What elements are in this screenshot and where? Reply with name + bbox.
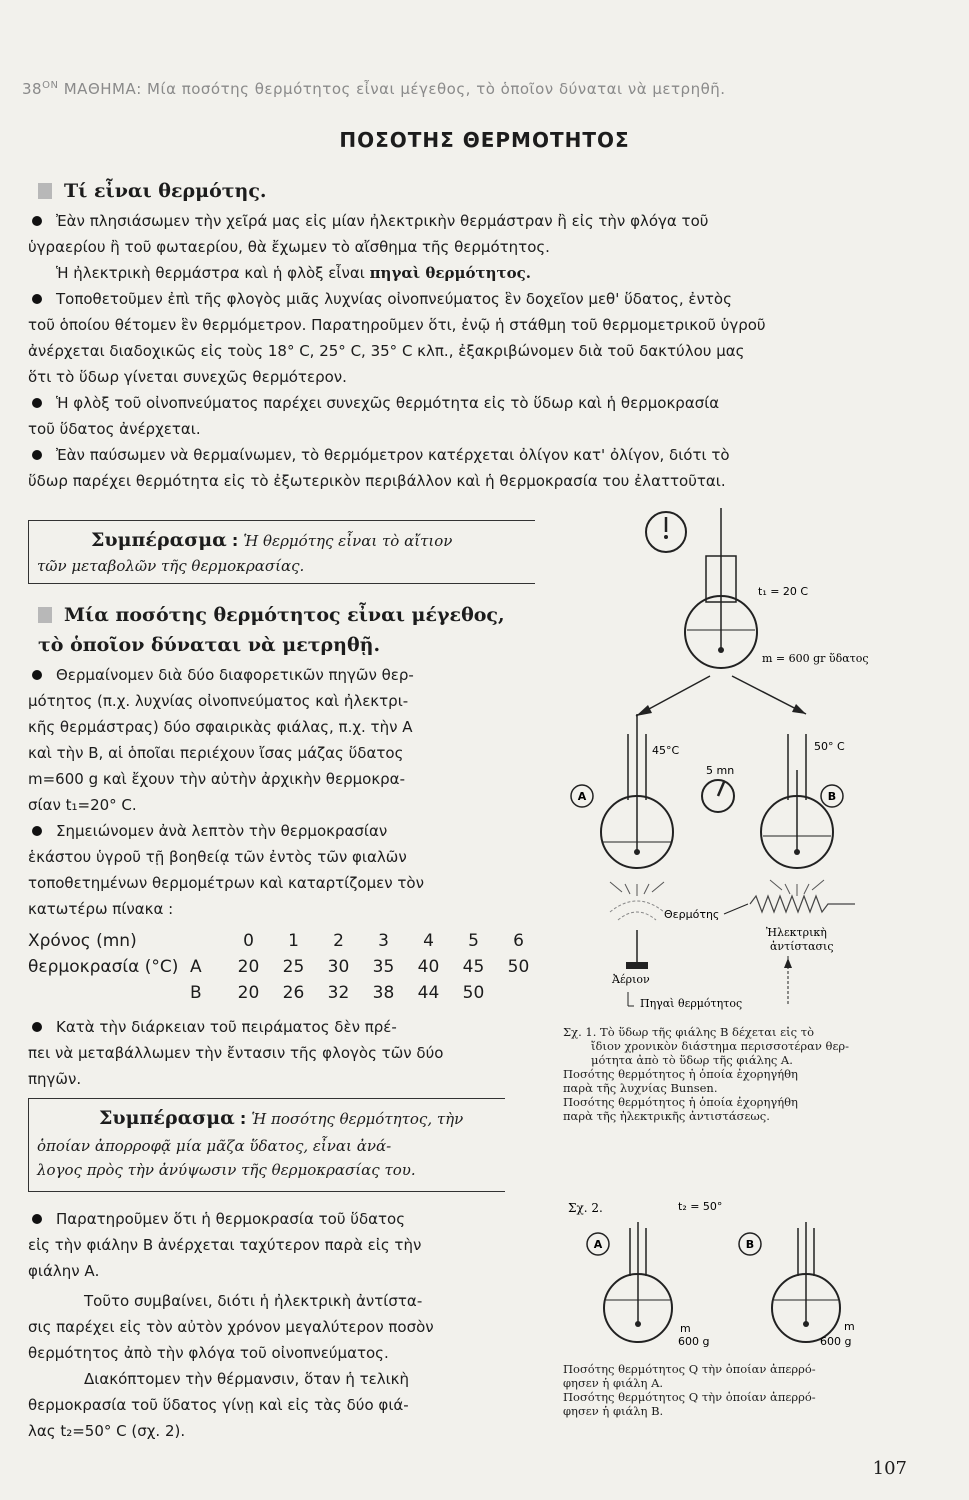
label-b-icon bbox=[821, 785, 843, 807]
bullet-icon bbox=[32, 450, 42, 460]
bullet-icon bbox=[32, 294, 42, 304]
fig2-mass-b-label: m bbox=[844, 1320, 855, 1333]
flask-b-icon bbox=[772, 1222, 840, 1342]
label-a-icon bbox=[571, 785, 593, 807]
fig1-tA-label: 45°C bbox=[652, 744, 680, 757]
figure-2-caption: Ποσότης θερμότητος Q τὴν ὁποίαν ἀπερρό- φησεν ἡ φιάλη Α. Ποσότης θερμότητος Q τὴν ὁποίαν ἀπερρό- φησεν ἡ φιάλη Β. bbox=[563, 1362, 816, 1418]
clock-icon bbox=[702, 780, 734, 812]
section1-body: Ἐὰν πλησιάσωμεν τὴν χεῖρά μας εἰς μίαν ἠλεκτρικὴν θερμάστραν ἢ εἰς τὴν φλόγα τοῦ ὑγραερίου ἢ τοῦ φωταερίου, θὰ ἔχωμεν τὸ αἴσθημα τῆς θερμότητος. Ἡ ἠλεκτρικὴ θερμάστρα καὶ ἡ φλὸξ εἶναι πηγαὶ θερμότητος. Τοποθετοῦμεν ἐπὶ τῆς φλογὸς μιᾶς λυχνίας οἰνοπνεύματος ἓν δοχεῖον μεθ' ὕδατος, ἐντὸς τοῦ ὁποίου θέτομεν ἓν θερμόμετρον. Παρατηροῦμεν ὅτι, ἐνῷ ἡ στάθμη τοῦ θερμομετρικοῦ ὑγροῦ ἀνέρχεται διαδοχικῶς εἰς τοὺς 18° C, 25° C, 35° C κλπ., ἐξακριβώνομεν διὰ τοῦ δακτύλου μας ὅτι τὸ ὕδωρ γίνεται συνεχῶς θερμότερον. Ἡ φλὸξ τοῦ οἰνοπνεύματος παρέχει συνεχῶς θερμότητα εἰς τὸ ὕδωρ καὶ ἡ θερμοκρασία τοῦ ὕδατος ἀνέρχεται. Ἐὰν παύσωμεν νὰ θερμαίνωμεν, τὸ θερμόμετρον κατέρχεται ὀλίγον κατ' ὀλίγον, διότι τὸ ὕδωρ παρέχει θερμότητα εἰς τὸ ἐξωτερικὸν περιβάλλον καὶ ἡ θερμοκρασία του ἐλαττοῦται. bbox=[28, 212, 766, 490]
fig1-resistor-label-2: ἀντίστασις bbox=[770, 940, 834, 953]
bullet-icon bbox=[32, 670, 42, 680]
label-a-icon bbox=[587, 1233, 609, 1255]
bullet-icon bbox=[32, 1022, 42, 1032]
heat-arrows-icon bbox=[610, 880, 824, 896]
fig1-gas-label: Ἀέριον bbox=[612, 973, 650, 986]
svg-text:B: B bbox=[745, 1238, 755, 1251]
flask-a-icon bbox=[601, 714, 673, 868]
label-b-icon bbox=[739, 1233, 761, 1255]
section-heading-2: Μία ποσότης θερμότητος εἶναι μέγεθος, τὸ ὁποῖον δύναται νὰ μετρηθῇ. bbox=[38, 604, 505, 656]
bullet-icon bbox=[32, 826, 42, 836]
fig1-time-label: 5 mn bbox=[706, 764, 735, 777]
resistor-icon bbox=[750, 896, 855, 912]
fig2-t2-label: t₂ = 50° bbox=[678, 1200, 723, 1213]
conclusion-box-2: Συμπέρασμα : Ἡ ποσότης θερμότητος, τὴν ὁποίαν ἀπορροφᾷ μία μᾶζα ὕδατος, εἶναι ἀνά- λογος πρὸς τὴν ἀνύψωσιν τῆς θερμοκρασίας του. bbox=[28, 1098, 505, 1192]
fig1-resistor-label-1: Ἠλεκτρικὴ bbox=[766, 926, 827, 939]
fig1-sources-label: Πηγαὶ θερμότητος bbox=[640, 997, 743, 1010]
fig1-heat-label: Θερμότης bbox=[664, 908, 720, 921]
bullet-icon bbox=[32, 1214, 42, 1224]
section-marker-icon bbox=[38, 607, 52, 623]
section2-body: Θερμαίνομεν διὰ δύο διαφορετικῶν πηγῶν θερ- μότητος (π.χ. λυχνίας οἰνοπνεύματος καὶ ἠλεκτρι- κῆς θερμάστρας) δύο σφαιρικὰς φιάλας, π.χ. τὴν Α καὶ τὴν Β, αἱ ὁποῖαι περιέχουν ἴσας μάζας ὕδατος m=600 g καὶ ἔχουν τὴν αὐτὴν ἀρχικὴν θερμοκρα- σίαν t₁=20° C. Σημειώνομεν ἀνὰ λεπτὸν τὴν θερμοκρασίαν ἑκάστου ὑγροῦ τῇ βοηθείᾳ τῶν ἐντὸς τῶν φιαλῶν τοποθετημένων θερμομέτρων καὶ καταρτίζομεν τὸν κατωτέρω πίνακα : bbox=[28, 666, 424, 918]
table-row: B 20 26 32 38 44 50 bbox=[190, 983, 485, 1003]
section-heading-1: Τί εἶναι θερμότης. bbox=[38, 180, 267, 202]
flask-top-icon bbox=[685, 508, 757, 668]
lesson-header: $38^{ON}$ ΜΑΘΗΜΑ: Μία ποσότης θερμότητος εἶναι μέγεθος, τὸ ὁποῖον δύναται νὰ μετρηθῆ. bbox=[22, 80, 726, 98]
conclusion-box-1: Συμπέρασμα : Ἡ θερμότης εἶναι τὸ αἴτιον τῶν μεταβολῶν τῆς θερμοκρασίας. bbox=[28, 520, 535, 584]
clock-icon bbox=[646, 512, 686, 552]
bullet-icon bbox=[32, 398, 42, 408]
fig2-label: Σχ. 2. bbox=[568, 1201, 603, 1215]
svg-text:A: A bbox=[577, 790, 587, 803]
table-row: Χρόνος (mn) 0 1 2 3 4 5 6 bbox=[28, 931, 524, 951]
fig1-mass-label: m = 600 gr ὕδατος bbox=[762, 652, 869, 665]
figure-1-caption: Σχ. 1. Τὸ ὕδωρ τῆς φιάλης Β δέχεται εἰς τὸ ἴδιον χρονικὸν διάστημα περισσοτέραν θερ- μότητα ἀπὸ τὸ ὕδωρ τῆς φιάλης Α. Ποσότης θερμότητος ἡ ὁποία ἐχορηγήθη παρὰ τῆς λυχνίας Bunsen. Ποσότης θερμότητος ἡ ὁποία ἐχορηγήθη παρὰ τῆς ἠλεκτρικῆς ἀντιστάσεως. bbox=[563, 1025, 850, 1123]
temperature-table bbox=[28, 928, 541, 1006]
page-title: ΠΟΣΟΤΗΣ ΘΕΡΜΟΤΗΤΟΣ bbox=[339, 128, 630, 152]
table-row: θερμοκρασία (°C) A 20 25 30 35 40 45 50 bbox=[28, 957, 530, 977]
burner-base-icon bbox=[626, 962, 648, 969]
section2-body-cont: Κατὰ τὴν διάρκειαν τοῦ πειράματος δὲν πρέ- πει νὰ μεταβάλλωμεν τὴν ἔντασιν τῆς φλογὸς τῶν δύο πηγῶν. bbox=[28, 1018, 444, 1088]
fig1-t1-label: t₁ = 20 C bbox=[758, 585, 809, 598]
fig1-tB-label: 50° C bbox=[814, 740, 845, 753]
svg-text:A: A bbox=[593, 1238, 603, 1251]
fig2-mass-a-label: m bbox=[680, 1322, 691, 1335]
page-number: 107 bbox=[872, 1458, 907, 1479]
section3-body: Παρατηροῦμεν ὅτι ἡ θερμοκρασία τοῦ ὕδατος εἰς τὴν φιάλην Β ἀνέρχεται ταχύτερον παρὰ εἰς τὴν φιάλην Α. Τοῦτο συμβαίνει, διότι ἡ ἠλεκτρικὴ ἀντίστα- σις παρέχει εἰς τὸν αὐτὸν χρόνον μεγαλύτερον ποσὸν θερμότητος ἀπὸ τὴν φλόγα τοῦ οἰνοπνεύματος. Διακόπτομεν τὴν θέρμανσιν, ὅταν ἡ τελικὴ θερμοκρασία τοῦ ὕδατος γίνῃ καὶ εἰς τὰς δύο φιά- λας t₂=50° C (σχ. 2). bbox=[28, 1210, 434, 1440]
figure-1-diagram bbox=[560, 500, 960, 1020]
fig2-grams-b-label: 600 g bbox=[820, 1335, 852, 1348]
section-marker-icon bbox=[38, 183, 52, 199]
figure-2-diagram bbox=[560, 1172, 910, 1358]
flask-a-icon bbox=[604, 1222, 672, 1342]
fig2-grams-a-label: 600 g bbox=[678, 1335, 710, 1348]
bullet-icon bbox=[32, 216, 42, 226]
svg-text:B: B bbox=[827, 790, 837, 803]
